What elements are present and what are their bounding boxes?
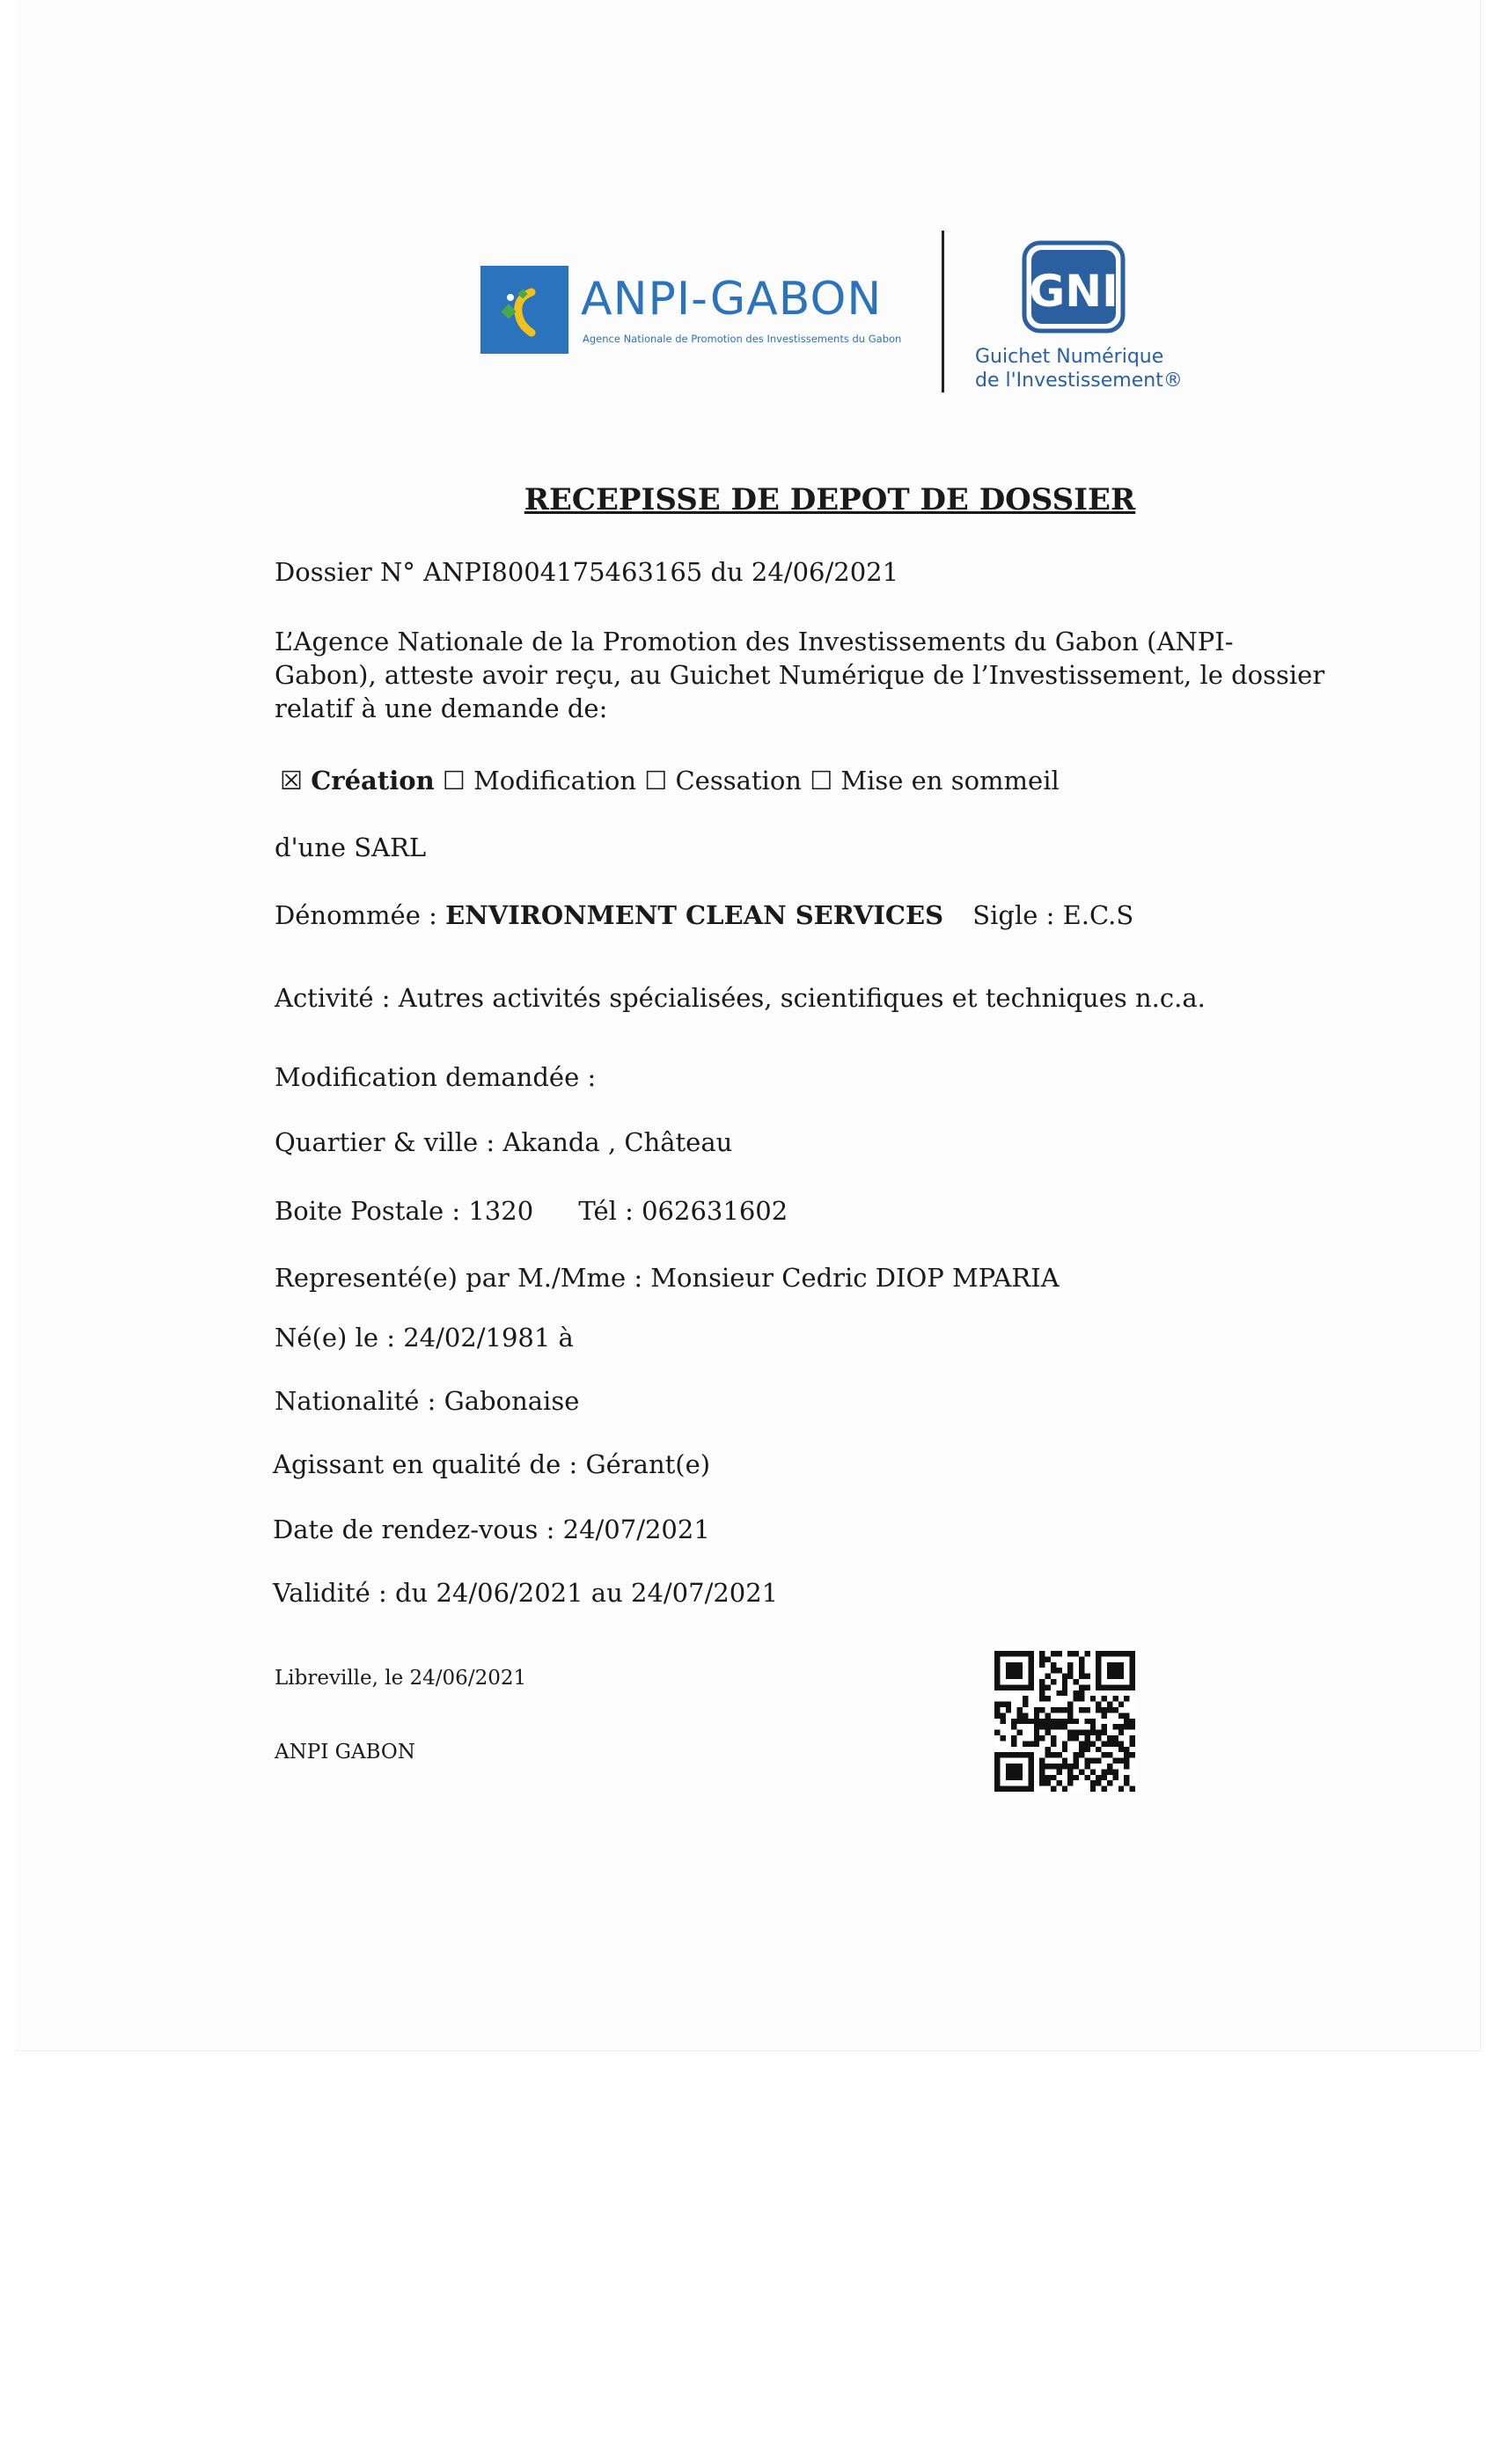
place-date: Libreville, le 24/06/2021 (275, 1667, 527, 1690)
dossier-number: Dossier N° ANPI8004175463165 du 24/06/2021 (275, 557, 899, 587)
checkbox-cessation-icon: ☐ (644, 766, 668, 796)
option-modification: Modification (473, 766, 637, 796)
qr-code-icon (994, 1651, 1135, 1792)
gni-mark-icon (1019, 238, 1128, 336)
anpi-gabon-logo (480, 266, 906, 356)
gni-caption-line2: de l'Investissement® (975, 370, 1183, 392)
contact-row (275, 1195, 788, 1227)
gni-caption (975, 345, 1183, 392)
checkbox-creation-icon: ☒ (280, 766, 303, 796)
represente-par: Representé(e) par M./Mme : Monsieur Cedric DIOP MPARIA (275, 1263, 1060, 1293)
entity-type: d'une SARL (275, 832, 427, 862)
sigle: Sigle : E.C.S (972, 900, 1134, 930)
anpi-subtitle: Agence Nationale de Promotion des Investissements du Gabon (583, 333, 902, 345)
date-naissance: Né(e) le : 24/02/1981 à (275, 1323, 574, 1353)
denomination-row (275, 899, 1133, 931)
date-rendez-vous: Date de rendez-vous : 24/07/2021 (273, 1514, 710, 1544)
denomination-value: ENVIRONMENT CLEAN SERVICES (445, 900, 944, 930)
signature: ANPI GABON (275, 1741, 415, 1764)
option-sommeil: Mise en sommeil (840, 766, 1060, 796)
header-divider (942, 231, 944, 392)
gni-logo (973, 238, 1184, 396)
telephone: Tél : 062631602 (578, 1196, 788, 1226)
gni-caption-line1: Guichet Numérique (975, 346, 1164, 368)
nationalite: Nationalité : Gabonaise (275, 1386, 580, 1416)
qualite: Agissant en qualité de : Gérant(e) (273, 1449, 711, 1479)
validite: Validité : du 24/06/2021 au 24/07/2021 (273, 1578, 779, 1608)
modification-demandee: Modification demandée : (275, 1062, 597, 1092)
option-cessation: Cessation (675, 766, 802, 796)
anpi-name: ANPI-GABON (581, 273, 883, 326)
quartier-ville: Quartier & ville : Akanda , Château (275, 1127, 733, 1157)
checkbox-modification-icon: ☐ (442, 766, 466, 796)
document-page (16, 0, 1481, 2051)
option-creation: Création (311, 766, 435, 796)
activite: Activité : Autres activités spécialisées, scientifiques et techniques n.c.a. (275, 983, 1206, 1013)
intro-paragraph: L’Agence Nationale de la Promotion des Investissements du Gabon (ANPI-Gabon), atteste avoir reçu, au Guichet Numérique de l’Investissement, le dossier relatif à une demande de: (275, 627, 1325, 723)
request-type-options (280, 765, 1060, 796)
checkbox-sommeil-icon: ☐ (810, 766, 833, 796)
svg-text:GNI: GNI (1029, 266, 1118, 317)
denomination-label: Dénommée : (275, 900, 437, 930)
anpi-emblem-icon (480, 266, 568, 354)
document-title: RECEPISSE DE DEPOT DE DOSSIER (524, 482, 1136, 517)
boite-postale: Boite Postale : 1320 (275, 1196, 534, 1226)
